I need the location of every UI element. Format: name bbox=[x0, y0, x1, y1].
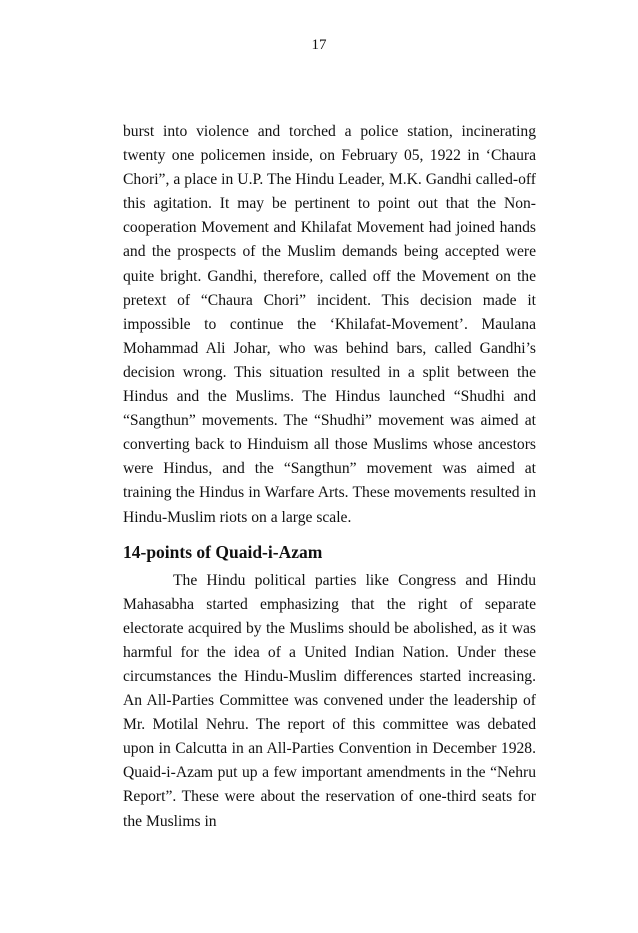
body-paragraph-1: burst into violence and torched a police station, incinerating twenty one policemen inside, on February 05, 1922 in ‘Chaura Chori”, a place in U.P. The Hindu Leader, M.K. Gandhi called-off this agitation. It may be pertinent to point out that the Non-cooperation Movement and Khilafat Movement had joined hands and the prospects of the Muslim demands being accepted were quite bright. Gandhi, therefore, called off the Movement on the pretext of “Chaura Chori” incident. This decision made it impossible to continue the ‘Khilafat-Movement’. Maulana Mohammad Ali Johar, who was behind bars, called Gandhi’s decision wrong. This situation resulted in a split between the Hindus and the Muslims. The Hindus launched “Shudhi and “Sangthun” movements. The “Shudhi” movement was aimed at converting back to Hinduism all those Muslims whose ancestors were Hindus, and the “Sangthun” movement was aimed at training the Hindus in Warfare Arts. These movements resulted in Hindu-Muslim riots on a large scale. bbox=[123, 123, 536, 526]
body-paragraph-2: The Hindu political parties like Congress and Hindu Mahasabha started emphasizing that the right of separate electorate acquired by the Muslims should be abolished, as it was harmful for the idea of a United Indian Nation. Under these circumstances the Hindu-Muslim differences started increasing. An All-Parties Committee was convened under the leadership of Mr. Motilal Nehru. The report of this committee was debated upon in Calcutta in an All-Parties Convention in December 1928. Quaid-i-Azam put up a few important amendments in the “Nehru Report”. These were about the reservation of one-third seats for the Muslims in bbox=[123, 571, 536, 830]
section-heading: 14-points of Quaid-i-Azam bbox=[123, 541, 323, 562]
page-body bbox=[123, 120, 536, 834]
page-number: 17 bbox=[311, 37, 327, 53]
